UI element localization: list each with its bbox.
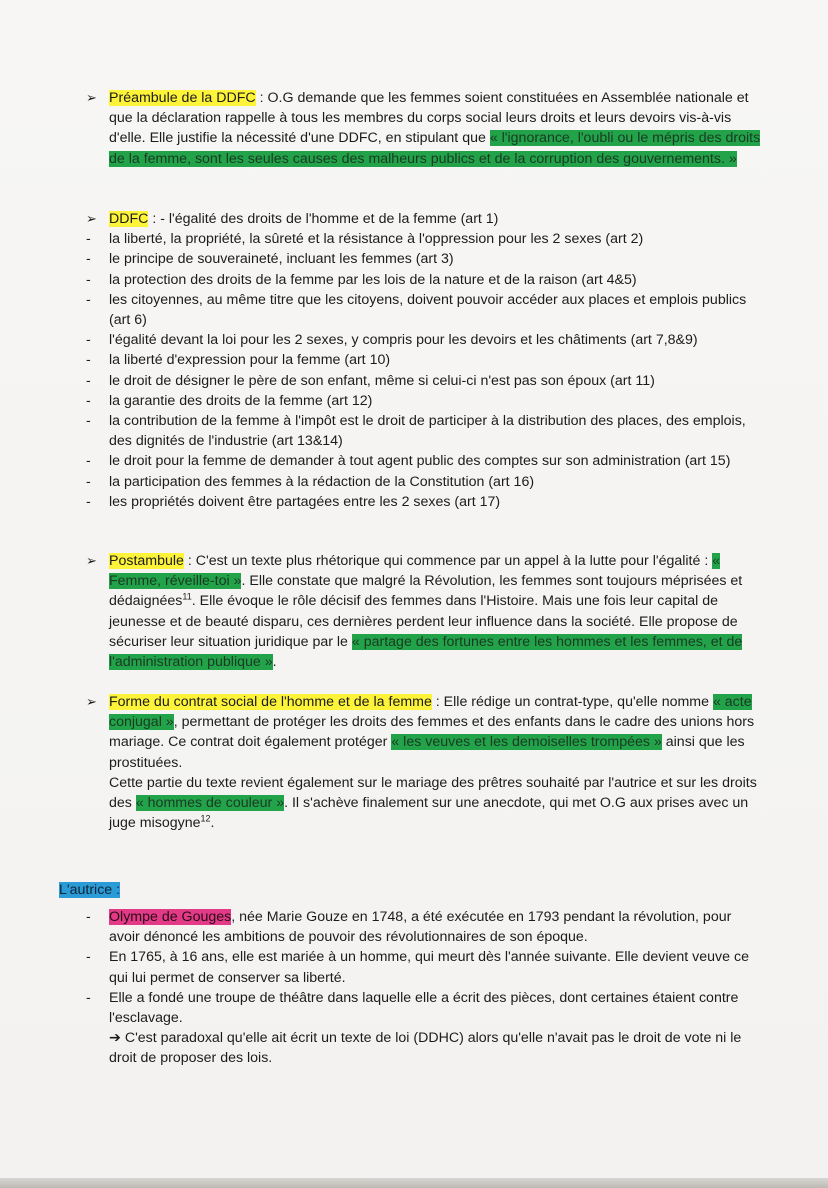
dash-bullet: -: [86, 413, 91, 430]
list-item-text: le principe de souveraineté, incluant les femmes (art 3): [109, 251, 454, 268]
list-item: [86, 411, 766, 451]
page-edge: [0, 1178, 828, 1188]
ddfc-intro: [109, 209, 766, 229]
list-item-text: la garantie des droits de la femme (art 12): [109, 392, 373, 409]
forme-paragraph: [109, 692, 766, 833]
ddfc-label: DDFC: [109, 211, 149, 227]
postambule-text: .: [272, 654, 277, 671]
dash-bullet: -: [86, 372, 91, 389]
list-item: [86, 472, 766, 492]
dash-bullet: -: [86, 473, 91, 490]
forme-text: , permettant de protéger les droits des femmes et des enfants dans le cadre des unions hors mariage. Ce contrat doit également protéger: [109, 714, 755, 751]
dash-bullet: -: [86, 291, 91, 308]
postambule-quote: « partage des fortunes entre les hommes et les femmes, et de l'administration publique »: [109, 633, 743, 671]
list-item: [86, 947, 766, 987]
forme-quote: « les veuves et les demoiselles trompées »: [391, 734, 662, 751]
dash-bullet: -: [86, 493, 91, 510]
right-arrow-icon: ➔: [109, 1030, 121, 1047]
list-item-text: la participation des femmes à la rédaction de la Constitution (art 16): [109, 473, 535, 490]
forme-section: [86, 692, 766, 833]
conclusion-text: C'est paradoxal qu'elle ait écrit un texte de loi (DDHC) alors qu'elle n'avait pas le droit de vote ni le droit de proposer des lois.: [109, 1030, 742, 1067]
list-item: [86, 451, 766, 471]
dash-bullet: -: [86, 909, 91, 925]
list-item-text: Elle a fondé une troupe de théâtre dans laquelle elle a écrit des pièces, dont certaines étaient contre l'esclavage.: [109, 989, 739, 1027]
list-item: [86, 229, 766, 249]
list-item: [86, 350, 766, 370]
footnote-ref: 12: [200, 813, 211, 824]
forme-text: . Il s'achève finalement sur une anecdote, qui met O.G aux prises avec un juge misogyne: [109, 795, 749, 832]
postambule-label: Postambule: [109, 553, 184, 569]
list-item: [86, 270, 766, 290]
dash-bullet: -: [86, 231, 91, 248]
postambule-text: : C'est un texte plus rhétorique qui commence par un appel à la lutte pour l'égalité :: [183, 553, 713, 569]
arrow-bullet-icon: ➢: [86, 694, 97, 709]
footnote-ref: 11: [182, 591, 192, 602]
dash-bullet: -: [86, 989, 91, 1006]
list-item-text: l'égalité devant la loi pour les 2 sexes, y compris pour les devoirs et les châtiments (art 7,8&9): [109, 332, 698, 349]
dash-bullet: -: [86, 453, 91, 470]
list-item: [86, 988, 766, 1069]
dash-bullet: -: [86, 352, 91, 369]
postambule-text: . Elle constate que malgré la Révolution, les femmes sont toujours méprisées et dédaignées: [109, 573, 743, 610]
list-item: [86, 290, 766, 330]
list-item: [86, 492, 766, 512]
forme-label: Forme du contrat social de l'homme et de la femme: [109, 694, 432, 710]
author-name: Olympe de Gouges: [109, 909, 232, 925]
list-item: [86, 330, 766, 350]
ddfc-intro-text: : - l'égalité des droits de l'homme et de la femme (art 1): [148, 211, 499, 227]
dash-bullet: -: [86, 332, 91, 349]
forme-text: .: [210, 815, 215, 832]
preambule-quote: « l'ignorance, l'oubli ou le mépris des droits de la femme, sont les seules causes des malheurs publics et de la corruption des gouvernements. »: [109, 130, 761, 167]
list-item-text: les propriétés doivent être partagées entre les 2 sexes (art 17): [109, 493, 501, 510]
list-item-text: le droit de désigner le père de son enfant, même si celui-ci n'est pas son époux (art 11): [109, 372, 655, 389]
forme-text: : Elle rédige un contrat-type, qu'elle nomme: [431, 694, 713, 710]
postambule-quote: « Femme, réveille-toi »: [109, 553, 721, 590]
forme-quote: « hommes de couleur »: [135, 795, 285, 812]
dash-bullet: -: [86, 392, 91, 409]
arrow-bullet-icon: ➢: [86, 211, 97, 226]
dash-bullet: -: [86, 271, 91, 288]
arrow-bullet-icon: ➢: [86, 90, 97, 105]
forme-part-2: [109, 773, 766, 834]
preambule-text: : O.G demande que les femmes soient constituées en Assemblée nationale et que la déclaration rappelle à tous les membres du corps social leurs droits et leurs devoirs vis-à-vis d'elle. Elle justifie la nécessité d'une DDFC, en stipulant que: [109, 90, 749, 147]
autrice-heading: [59, 880, 120, 900]
list-item: [86, 391, 766, 411]
ddfc-list: [86, 209, 766, 512]
list-item: [86, 371, 766, 391]
preambule-section: [86, 88, 766, 169]
autrice-list: [86, 907, 766, 1069]
conclusion-line: [109, 1028, 766, 1068]
forme-quote: « acte conjugal »: [109, 694, 752, 731]
list-item: [86, 249, 766, 269]
forme-text: Cette partie du texte revient également sur le mariage des prêtres souhaité par l'autrice et sur les droits des: [109, 774, 757, 812]
postambule-paragraph: [109, 551, 766, 672]
list-item-text: la liberté, la propriété, la sûreté et la résistance à l'oppression pour les 2 sexes (art 2): [109, 231, 644, 248]
preambule-paragraph: [109, 88, 766, 169]
list-item-text: la contribution de la femme à l'impôt est le droit de participer à la distribution des places, des emplois, des dignités de l'industrie (art 13&14): [109, 413, 746, 450]
forme-text: ainsi que les prostituées.: [109, 734, 745, 771]
preambule-label: Préambule de la DDFC: [109, 90, 256, 106]
list-item-text: la liberté d'expression pour la femme (art 10): [109, 352, 391, 369]
arrow-bullet-icon: ➢: [86, 553, 97, 568]
postambule-text: . Elle évoque le rôle décisif des femmes dans l'Histoire. Mais une fois leur capital de jeunesse et de beauté disparu, ces dernières perdent leur influence dans la société. Elle propose de sécuriser leur situation juridique par le: [109, 593, 738, 650]
list-item-text: la protection des droits de la femme par les lois de la nature et de la raison (art 4&5): [109, 271, 637, 288]
list-item-text: En 1765, à 16 ans, elle est mariée à un homme, qui meurt dès l'année suivante. Elle devient veuve ce qui lui permet de conserver sa liberté.: [109, 949, 749, 986]
list-item-text: , née Marie Gouze en 1748, a été exécutée en 1793 pendant la révolution, pour avoir dénoncé les ambitions de pouvoir des révolutionnaires de son époque.: [109, 909, 732, 946]
list-item-text: le droit pour la femme de demander à tout agent public des comptes sur son administration (art 15): [109, 453, 731, 470]
autrice-title: L'autrice :: [59, 882, 121, 898]
ddfc-section: [86, 209, 766, 512]
list-item: [86, 907, 766, 947]
dash-bullet: -: [86, 949, 91, 966]
list-item-text: les citoyennes, au même titre que les citoyens, doivent pouvoir accéder aux places et emplois publics (art 6): [109, 291, 747, 329]
dash-bullet: -: [86, 251, 91, 268]
postambule-section: [86, 551, 766, 672]
forme-part-1: [109, 692, 766, 773]
